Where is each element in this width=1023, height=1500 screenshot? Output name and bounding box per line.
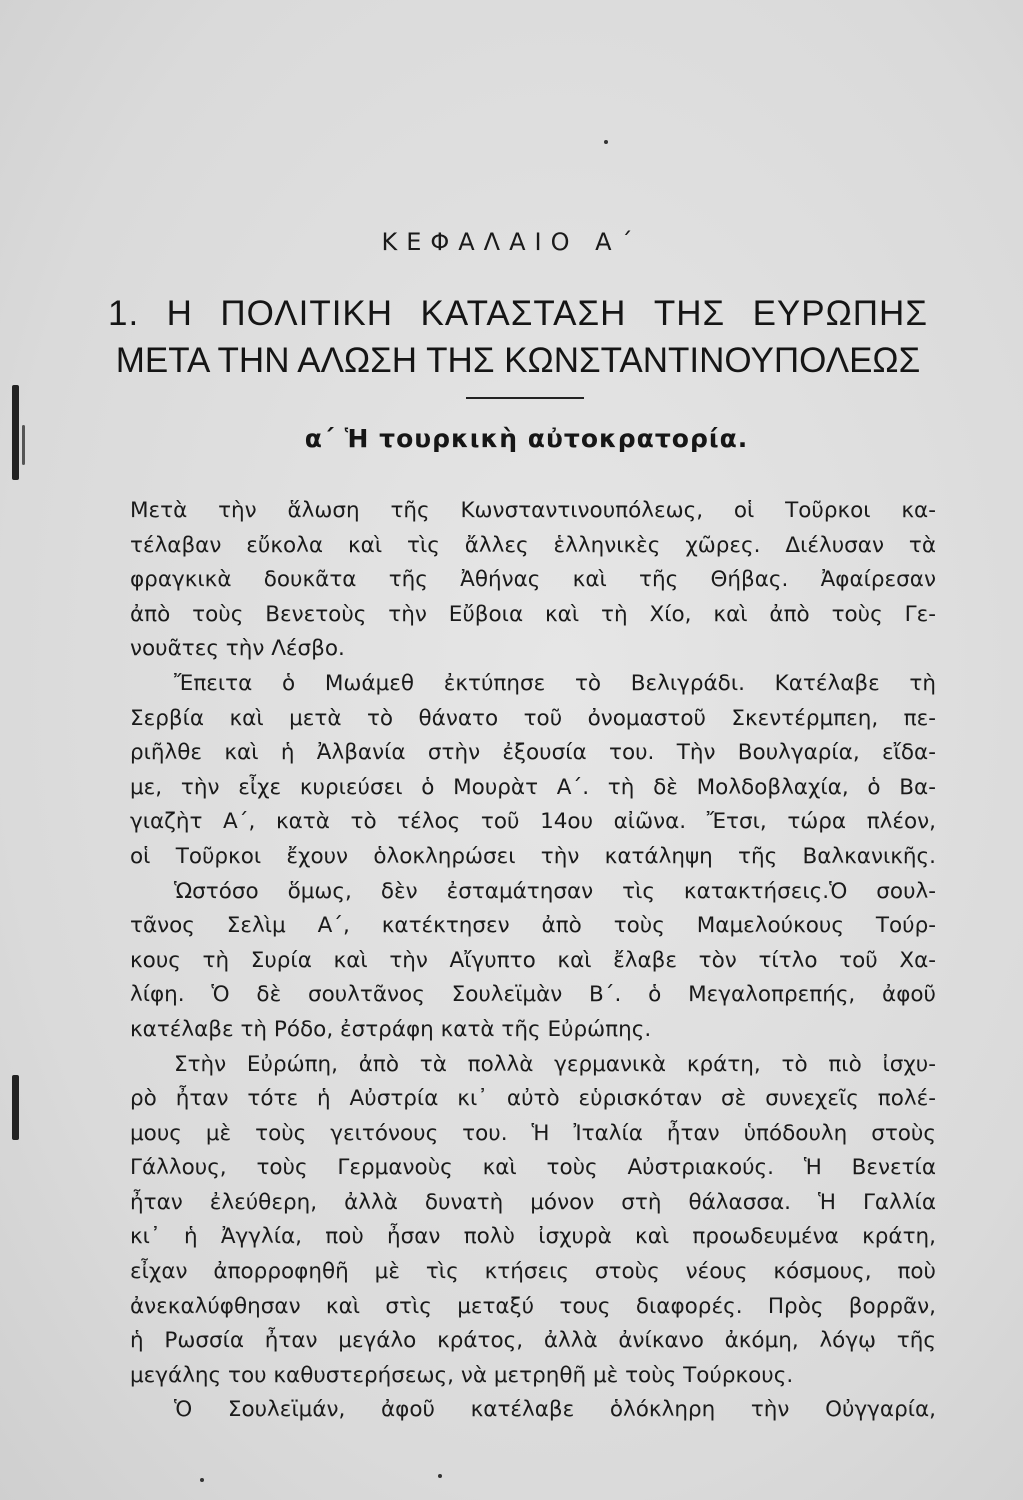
text-line: Ἔπειτα ὁ Μωάμεθ ἐκτύπησε τὸ Βελιγράδι. Κατέλαβε τὴ [174,670,936,696]
chapter-title [108,290,928,384]
text-line: Στὴν Εὐρώπη, ἀπὸ τὰ πολλὰ γερμανικὰ κράτη, τὸ πιὸ ἰσχυ- [174,1051,936,1077]
text-line: ρὸ ἦταν τότε ἡ Αὐστρία κι᾿ αὐτὸ εὑρισκόταν σὲ συνεχεῖς πολέ- [130,1086,936,1112]
title-divider [466,397,584,399]
text-line: τᾶνος Σελὶμ Α΄, κατέκτησεν ἀπὸ τοὺς Μαμελούκους Τούρ- [130,913,936,939]
text-line: Ὡστόσο ὅμως, δὲν ἐσταμάτησαν τὶς κατακτήσεις.Ὁ σουλ- [174,878,936,904]
text-line: λίφη. Ὁ δὲ σουλτᾶνος Σουλεϊμὰν Β΄. ὁ Μεγαλοπρεπής, ἀφοῦ [130,982,936,1008]
title-word: ΕΥΡΩΠΗΣ [752,294,928,333]
title-word: ΚΑΤΑΣΤΑΣΗ [420,294,627,333]
text-line: ριῆλθε καὶ ἡ Ἀλβανία στὴν ἐξουσία του. Τὴν Βουλγαρία, εἴδα- [130,740,936,766]
binding-mark [12,1075,19,1140]
text-line: ἦταν ἐλεύθερη, ἀλλὰ δυνατὴ μόνον στὴ θάλασσα. Ἡ Γαλλία [130,1189,936,1215]
text-line: κους τὴ Συρία καὶ τὴν Αἴγυπτο καὶ ἔλαβε τὸν τίτλο τοῦ Χα- [130,947,936,973]
text-line: οἱ Τοῦρκοι ἔχουν ὁλοκληρώσει τὴν κατάληψη τῆς Βαλκανικῆς. [130,843,936,869]
text-line: νουᾶτες τὴν Λέσβο. [130,636,345,662]
body-text [130,494,936,1428]
text-line: ἡ Ρωσσία ἦταν μεγάλο κράτος, ἀλλὰ ἀνίκανο ἀκόμη, λόγῳ τῆς [130,1328,936,1354]
title-word: Η [166,294,193,333]
text-line: μους μὲ τοὺς γειτόνους του. Ἡ Ἰταλία ἦταν ὑπόδουλη στοὺς [130,1120,936,1146]
text-line: ἀπὸ τοὺς Βενετοὺς τὴν Εὔβοια καὶ τὴ Χίο, καὶ ἀπὸ τοὺς Γε- [130,601,936,627]
text-line: Γάλλους, τοὺς Γερμανοὺς καὶ τοὺς Αὐστριακούς. Ἡ Βενετία [130,1155,936,1181]
title-word: ΠΟΛΙΤΙΚΗ [220,294,394,333]
text-line: με, τὴν εἶχε κυριεύσει ὁ Μουρὰτ Α΄. τὴ δὲ Μολδοβλαχία, ὁ Βα- [130,774,936,800]
title-word: 1. [108,294,140,333]
title-line-2: ΜΕΤΑ ΤΗΝ ΑΛΩΣΗ ΤΗΣ ΚΩΝΣΤΑΝΤΙΝΟΥΠΟΛΕΩΣ [115,341,921,380]
text-line: κατέλαβε τὴ Ρόδο, ἐστράφη κατὰ τῆς Εὐρώπης. [130,1016,652,1042]
text-line: μεγάλης του καθυστερήσεως, νὰ μετρηθῆ μὲ τοὺς Τούρκους. [130,1362,794,1388]
text-line: ἀνεκαλύφθησαν καὶ στὶς μεταξύ τους διαφορές. Πρὸς βορρᾶν, [130,1293,936,1319]
chapter-label: ΚΕΦΑΛΑΙΟ Α΄ [381,228,642,256]
subsection-heading: α΄ Ἡ τουρκικὴ αὐτοκρατορία. [304,424,749,453]
text-line: Σερβία καὶ μετὰ τὸ θάνατο τοῦ ὀνομαστοῦ Σκεντέρμπεη, πε- [130,705,936,731]
title-line-1 [108,290,928,337]
text-line: γιαζὴτ Α΄, κατὰ τὸ τέλος τοῦ 14ου αἰῶνα. Ἔτσι, τώρα πλέον, [130,809,936,835]
text-line: κι᾿ ἡ Ἀγγλία, ποὺ ἦσαν πολὺ ἰσχυρὰ καὶ προωδευμένα κράτη, [130,1224,936,1250]
text-line: Ὁ Σουλεϊμάν, ἀφοῦ κατέλαβε ὁλόκληρη τὴν Οὐγγαρία, [174,1397,936,1423]
text-line: τέλαβαν εὔκολα καὶ τὶς ἄλλες ἑλληνικὲς χῶρες. Διέλυσαν τὰ [130,532,936,558]
text-line: Μετὰ τὴν ἅλωση τῆς Κωνσταντινουπόλεως, οἱ Τοῦρκοι κα- [130,498,936,523]
paper-speck [200,1478,204,1482]
title-word: ΤΗΣ [653,294,726,333]
paper-speck [438,1474,442,1478]
text-line: φραγκικὰ δουκᾶτα τῆς Ἀθήνας καὶ τῆς Θήβας. Ἀφαίρεσαν [130,567,936,593]
paper-speck [604,140,608,144]
text-line: εἶχαν ἀπορροφηθῆ μὲ τὶς κτήσεις στοὺς νέους κόσμους, ποὺ [130,1259,936,1285]
